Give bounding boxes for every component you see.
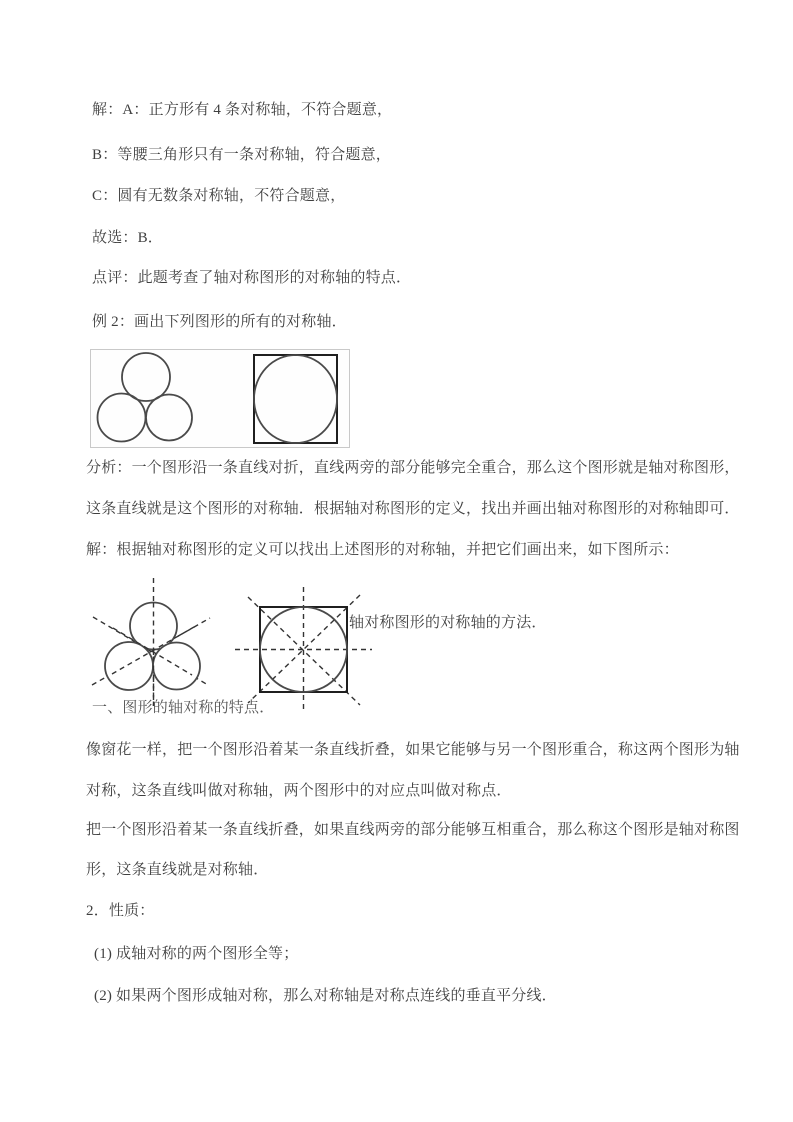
overlapped-text-fragment-bottom-text: 一、图形的轴对称的特点． bbox=[92, 700, 275, 716]
text-line-solution-a: 解：A：正方形有 4 条对称轴，不符合题意， bbox=[92, 102, 393, 118]
text-line-para2-1: 把一个图形沿着某一条直线折叠，如果直线两旁的部分能够互相重合，那么称这个图形是轴对称图 bbox=[86, 822, 740, 838]
text-line-example2: 例 2：画出下列图形的所有的对称轴． bbox=[92, 314, 347, 330]
inscribed-circle bbox=[254, 355, 337, 443]
overlapped-text-fragment-bottom bbox=[92, 699, 275, 716]
overlapped-text-fragment-right-text: 轴对称图形的对称轴的方法． bbox=[349, 615, 547, 631]
text-line-para2-2: 形，这条直线就是对称轴． bbox=[86, 862, 269, 878]
text-line-analysis-2: 这条直线就是这个图形的对称轴．根据轴对称图形的定义，找出并画出轴对称图形的对称轴即可． bbox=[86, 501, 740, 517]
top-circle bbox=[122, 353, 170, 401]
text-line-para1-1: 像窗花一样，把一个图形沿着某一条直线折叠，如果它能够与另一个图形重合，称这两个图形为轴 bbox=[86, 742, 740, 758]
text-line-analysis-1: 分析：一个图形沿一条直线对折，直线两旁的部分能够完全重合，那么这个图形就是轴对称图形， bbox=[86, 460, 740, 476]
figure-shapes-with-axes-drawing bbox=[88, 578, 375, 715]
bottom-left-circle bbox=[105, 642, 153, 690]
text-line-comment: 点评：此题考查了轴对称图形的对称轴的特点． bbox=[92, 270, 412, 286]
figure-shapes-before-axes-drawing bbox=[91, 350, 349, 447]
text-line-property-2: (2) 如果两个图形成轴对称，那么对称轴是对称点连线的垂直平分线． bbox=[94, 988, 557, 1004]
figure-shapes-before-axes bbox=[90, 349, 350, 448]
text-line-solution-b: B：等腰三角形只有一条对称轴，符合题意， bbox=[92, 147, 392, 163]
text-line-solution-c: C：圆有无数条对称轴，不符合题意， bbox=[92, 188, 346, 204]
text-line-properties-heading: 2．性质： bbox=[86, 903, 155, 919]
text-line-para1-2: 对称，这条直线叫做对称轴，两个图形中的对应点叫做对称点． bbox=[86, 783, 512, 799]
text-line-property-1: (1) 成轴对称的两个图形全等； bbox=[94, 946, 299, 962]
figure-shapes-with-axes bbox=[88, 578, 375, 715]
text-line-answer: 故选：B． bbox=[92, 230, 164, 246]
bottom-left-circle bbox=[98, 394, 146, 442]
bottom-right-circle bbox=[146, 395, 192, 441]
overlapped-text-fragment-right bbox=[349, 613, 549, 633]
text-line-solution2: 解：根据轴对称图形的定义可以找出上述图形的对称轴，并把它们画出来，如下图所示： bbox=[86, 542, 679, 558]
